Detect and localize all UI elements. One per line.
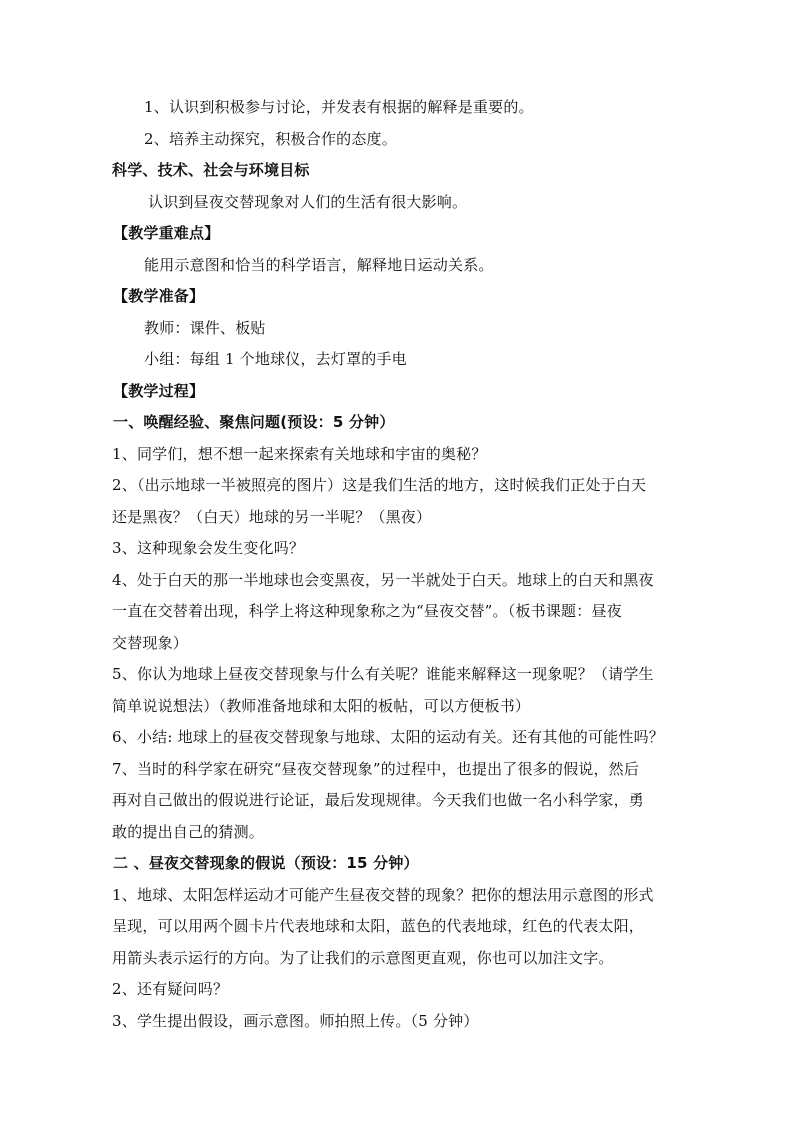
section-heading-part-1: 一、唤醒经验、聚焦问题(预设：5 分钟）: [113, 413, 395, 431]
part1-step-7-line-2: 再对自己做出的假说进行论证，最后发现规律。今天我们也做一名小科学家，勇: [112, 791, 645, 809]
section-heading-key-points: 【教学重难点】: [113, 224, 220, 242]
part1-step-1: 1、同学们，想不想一起来探索有关地球和宇宙的奥秘？: [112, 444, 487, 463]
part1-step-7-line-1: 7、当时的科学家在研究“昼夜交替现象”的过程中，也提出了很多的假说，然后: [112, 759, 640, 778]
part1-step-2-line-1: 2、（出示地球一半被照亮的图片）这是我们生活的地方，这时候我们正处于白天: [112, 476, 647, 494]
part2-step-1-line-2: 呈现，可以用两个圆卡片代表地球和太阳，蓝色的代表地球，红色的代表太阳，: [112, 917, 645, 935]
section-heading-sts-goal: 科学、技术、社会与环境目标: [112, 161, 310, 179]
goal-item-1: 1、认识到积极参与讨论，并发表有根据的解释是重要的。: [144, 98, 534, 116]
goal-item-2: 2、培养主动探究，积极合作的态度。: [144, 129, 397, 148]
preparation-teacher: 教师：课件、板贴: [144, 318, 266, 337]
sts-goal-text: 认识到昼夜交替现象对人们的生活有很大影响。: [148, 192, 468, 211]
part2-step-3: 3、学生提出假设，画示意图。师拍照上传。（5 分钟）: [112, 1011, 479, 1030]
preparation-group: 小组：每组 1 个地球仪，去灯罩的手电: [144, 350, 407, 368]
part2-step-2: 2、还有疑问吗？: [112, 980, 229, 998]
part1-step-5-line-2: 简单说说想法）（教师准备地球和太阳的板帖，可以方便板书）: [112, 696, 531, 715]
part1-step-4-line-2: 一直在交替着出现，科学上将这种现象称之为“昼夜交替”。（板书课题：昼夜: [112, 602, 622, 620]
document-body: [112, 92, 684, 1037]
section-heading-preparation: 【教学准备】: [113, 287, 205, 305]
part1-step-4-line-3: 交替现象）: [112, 633, 189, 652]
section-heading-part-2: 二 、昼夜交替现象的假说（预设：15 分钟）: [113, 854, 419, 872]
part1-step-5-line-1: 5、你认为地球上昼夜交替现象与什么有关呢？谁能来解释这一现象呢？（请学生: [112, 665, 654, 683]
part1-step-6: 6、小结: 地球上的昼夜交替现象与地球、太阳的运动有关。还有其他的可能性吗？: [112, 728, 664, 746]
part2-step-1-line-1: 1、地球、太阳怎样运动才可能产生昼夜交替的现象？把你的想法用示意图的形式: [112, 885, 654, 904]
section-heading-process: 【教学过程】: [113, 381, 205, 400]
part1-step-4-line-1: 4、处于白天的那一半地球也会变黑夜，另一半就处于白天。地球上的白天和黑夜: [112, 570, 654, 589]
part2-step-1-line-3: 用箭头表示运行的方向。为了让我们的示意图更直观，你也可以加注文字。: [112, 948, 614, 967]
part1-step-3: 3、这种现象会发生变化吗？: [112, 539, 305, 557]
part1-step-7-line-3: 敢的提出自己的猜测。: [112, 822, 265, 841]
part1-step-2-line-2: 还是黑夜？（白天）地球的另一半呢？（黑夜）: [112, 507, 432, 526]
key-points-text: 能用示意图和恰当的科学语言，解释地日运动关系。: [144, 255, 494, 274]
